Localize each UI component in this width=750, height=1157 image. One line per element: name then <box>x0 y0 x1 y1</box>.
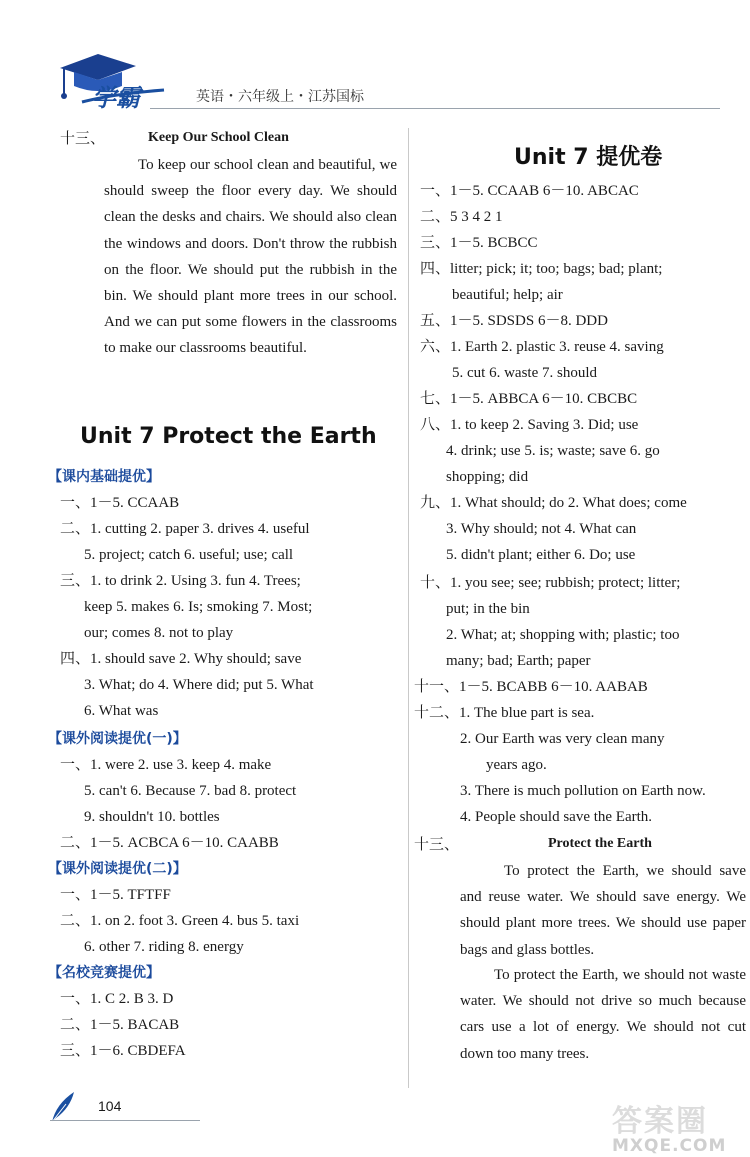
right-unit-title: Unit 7 提优卷 <box>514 145 663 170</box>
feather-icon <box>48 1090 78 1124</box>
question-label: 十三、 <box>60 131 106 147</box>
answer-line: 四、litter; pick; it; too; bags; bad; plant; <box>420 261 663 277</box>
answer-line: 3. What; do 4. Where did; put 5. What <box>84 677 314 693</box>
answer-line: 二、5 3 4 2 1 <box>420 209 503 225</box>
answer-line: 6. What was <box>84 703 159 719</box>
question-label: 十三、 <box>414 837 460 853</box>
essay-paragraph: To protect the Earth, we should save and reuse water. We should save energy. We should plant more trees. We should use paper bags and glass bottles. <box>460 863 746 958</box>
answer-line: 八、1. to keep 2. Saving 3. Did; use <box>420 417 639 433</box>
answer-line: 6. other 7. riding 8. energy <box>84 939 244 955</box>
answer-line: 二、1－5. ACBCA 6－10. CAABB <box>60 835 279 851</box>
answer-line: 一、1－5. TFTFF <box>60 887 171 903</box>
footer-divider <box>50 1120 200 1121</box>
answer-line: shopping; did <box>446 469 529 485</box>
section-heading: 【课外阅读提优(一)】 <box>48 731 187 747</box>
section-heading: 【课外阅读提优(二)】 <box>48 861 187 877</box>
answer-line: 三、1. to drink 2. Using 3. fun 4. Trees; <box>60 573 301 589</box>
answer-line: 六、1. Earth 2. plastic 3. reuse 4. saving <box>420 339 664 355</box>
answer-line: 4. drink; use 5. is; waste; save 6. go <box>446 443 660 459</box>
answer-line: 2. What; at; shopping with; plastic; too <box>446 627 680 643</box>
answer-line: 5. cut 6. waste 7. should <box>452 365 597 381</box>
answer-line: 2. Our Earth was very clean many <box>460 731 665 747</box>
answer-line: 5. project; catch 6. useful; use; call <box>84 547 294 563</box>
answer-line: 一、1. C 2. B 3. D <box>60 991 174 1007</box>
answer-line: 二、1. on 2. foot 3. Green 4. bus 5. taxi <box>60 913 300 929</box>
header-divider <box>150 108 720 109</box>
answer-line: 五、1－5. SDSDS 6－8. DDD <box>420 313 608 329</box>
answer-line: 一、1. were 2. use 3. keep 4. make <box>60 757 272 773</box>
essay-title: Protect the Earth <box>548 836 652 851</box>
unit-title: Unit 7 Protect the Earth <box>80 424 377 449</box>
answer-line: 9. shouldn't 10. bottles <box>84 809 220 825</box>
answer-line: 3. There is much pollution on Earth now. <box>460 783 706 799</box>
essay-paragraph: To protect the Earth, we should not waste water. We should not drive so much because cars use a lot of energy. We should not cut down too many trees. <box>460 967 746 1062</box>
answer-line: 二、1－5. BACAB <box>60 1017 180 1033</box>
answer-line: 十、1. you see; see; rubbish; protect; litter; <box>420 575 681 591</box>
section-heading: 【课内基础提优】 <box>48 469 160 485</box>
answer-line: 十二、1. The blue part is sea. <box>414 705 595 721</box>
page-header <box>0 0 750 120</box>
answer-line: 三、1－5. BCBCC <box>420 235 538 251</box>
answer-line: many; bad; Earth; paper <box>446 653 591 669</box>
answer-line: 四、1. should save 2. Why should; save <box>60 651 302 667</box>
answer-line: our; comes 8. not to play <box>84 625 234 641</box>
essay-body: To keep our school clean and beautiful, we should sweep the floor every day. We should clean the desks and chairs. We should also clean the windows and doors. Don't throw the rubbish on the floor. We should put the rubbish in the bin. We should plant more trees in our school. And we can put some flowers in the classrooms to make our classrooms beautiful. <box>104 157 397 357</box>
answer-line: 九、1. What should; do 2. What does; come <box>420 495 687 511</box>
answer-line: 5. can't 6. Because 7. bad 8. protect <box>84 783 297 799</box>
column-divider <box>408 128 409 1088</box>
answer-line: 七、1－5. ABBCA 6－10. CBCBC <box>420 391 638 407</box>
essay-title: Keep Our School Clean <box>148 130 289 145</box>
answer-line: 三、1－6. CBDEFA <box>60 1043 186 1059</box>
answer-line: 3. Why should; not 4. What can <box>446 521 637 537</box>
page-number: 104 <box>98 1098 122 1114</box>
answer-line: beautiful; help; air <box>452 287 563 303</box>
answer-line: 5. didn't plant; either 6. Do; use <box>446 547 636 563</box>
answer-line: put; in the bin <box>446 601 530 617</box>
answer-line: 一、1－5. CCAAB <box>60 495 180 511</box>
book-subtitle: 英语・六年级上・江苏国标 <box>196 89 364 105</box>
answer-line: 4. People should save the Earth. <box>460 809 653 825</box>
section-heading: 【名校竞赛提优】 <box>48 965 160 981</box>
answer-line: 一、1－5. CCAAB 6－10. ABCAC <box>420 183 639 199</box>
watermark-url: MXQE.COM <box>612 1136 727 1156</box>
watermark-logo <box>612 1096 750 1156</box>
answer-line: 十一、1－5. BCABB 6－10. AABAB <box>414 679 648 695</box>
answer-line: keep 5. makes 6. Is; smoking 7. Most; <box>84 599 313 615</box>
brand-logo-text: 学霸 <box>92 84 140 112</box>
watermark-text: 答案圈 <box>612 1104 708 1139</box>
answer-line: 二、1. cutting 2. paper 3. drives 4. useful <box>60 521 310 537</box>
answer-line: years ago. <box>486 757 547 773</box>
